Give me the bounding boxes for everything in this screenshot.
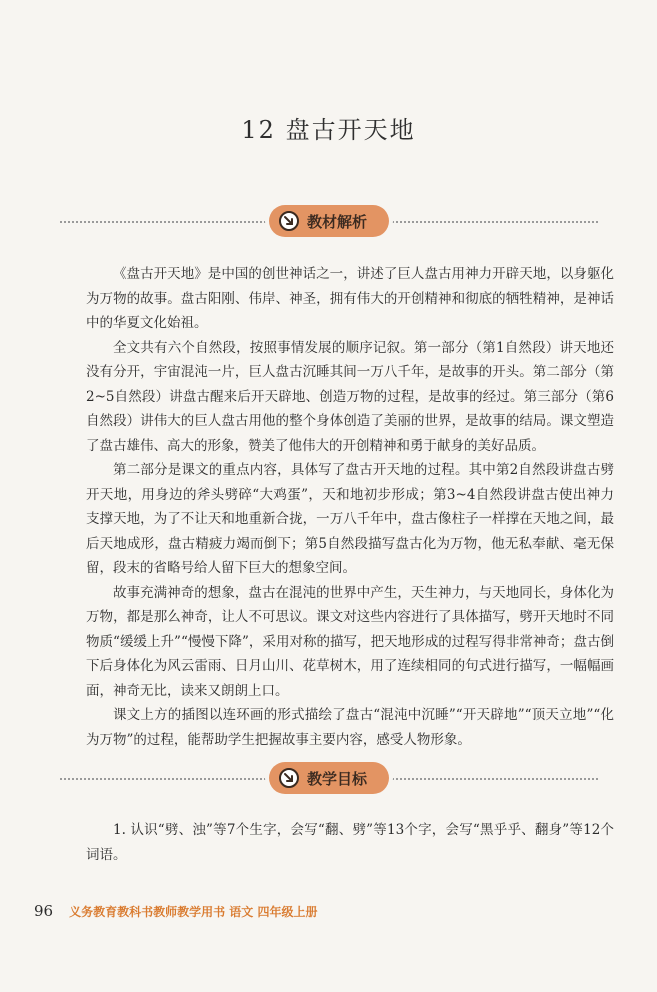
- page-footer: [34, 902, 317, 920]
- paragraph: 《盘古开天地》是中国的创世神话之一，讲述了巨人盘古用神力开辟天地，以身躯化为万物的故事。盘古阳刚、伟岸、神圣，拥有伟大的开创精神和彻底的牺牲精神，是神话中的华夏文化始祖。: [86, 266, 614, 331]
- objective-item: 1. 认识“劈、浊”等7个生字，会写“翻、劈”等13个字，会写“黑乎乎、翻身”等12个词语。: [86, 822, 614, 863]
- arrow-down-right-icon: [279, 211, 299, 231]
- section-header-analysis: [60, 205, 598, 239]
- paragraph: 故事充满神奇的想象，盘古在混沌的世界中产生，天生神力，与天地同长，身体化为万物，都是那么神奇，让人不可思议。课文对这些内容进行了具体描写，劈开天地时不同物质“缓缓上升”“慢慢下降”，采用对称的描写，把天地形成的过程写得非常神奇；盘古倒下后身体化为风云雷雨、日月山川、花草树木，用了连续相同的句式进行描写，一幅幅画面，神奇无比，读来又朗朗上口。: [86, 584, 614, 699]
- paragraph: 课文上方的插图以连环画的形式描绘了盘古“混沌中沉睡”“开天辟地”“顶天立地”“化为万物”的过程，能帮助学生把握故事主要内容，感受人物形象。: [86, 707, 614, 748]
- paragraph: 第二部分是课文的重点内容，具体写了盘古开天地的过程。其中第2自然段讲盘古劈开天地，用身边的斧头劈碎“大鸡蛋”，天和地初步形成；第3~4自然段讲盘古使出神力支撑天地，为了不让天和地重新合拢，一万八千年中，盘古像柱子一样撑在天地之间，最后天地成形，盘古精疲力竭而倒下；第5自然段描写盘古化为万物，他无私奉献、毫无保留，段末的省略号给人留下巨大的想象空间。: [86, 462, 614, 576]
- book-title: 义务教育教科书教师教学用书 语文 四年级上册: [69, 905, 318, 919]
- analysis-body: [86, 262, 614, 752]
- paragraph: 全文共有六个自然段，按照事情发展的顺序记叙。第一部分（第1自然段）讲天地还没有分开，宇宙混沌一片，巨人盘古沉睡其间一万八千年，是故事的开头。第二部分（第2~5自然段）讲盘古醒来后开天辟地、创造万物的过程，是故事的经过。第三部分（第6自然段）讲伟大的巨人盘古用他的整个身体创造了美丽的世界，是故事的结局。课文塑造了盘古雄伟、高大的形象，赞美了他伟大的开创精神和勇于献身的美好品质。: [86, 339, 614, 454]
- section-label: 教学目标: [306, 769, 368, 788]
- page-number: 96: [34, 902, 54, 920]
- objectives-body: [86, 818, 614, 867]
- lesson-title: 12 盘古开天地: [241, 116, 416, 144]
- section-pill-objectives: [269, 762, 389, 794]
- section-header-objectives: [60, 762, 598, 796]
- section-label: 教材解析: [306, 212, 368, 231]
- arrow-down-right-icon: [279, 768, 299, 788]
- section-pill-analysis: [269, 205, 389, 237]
